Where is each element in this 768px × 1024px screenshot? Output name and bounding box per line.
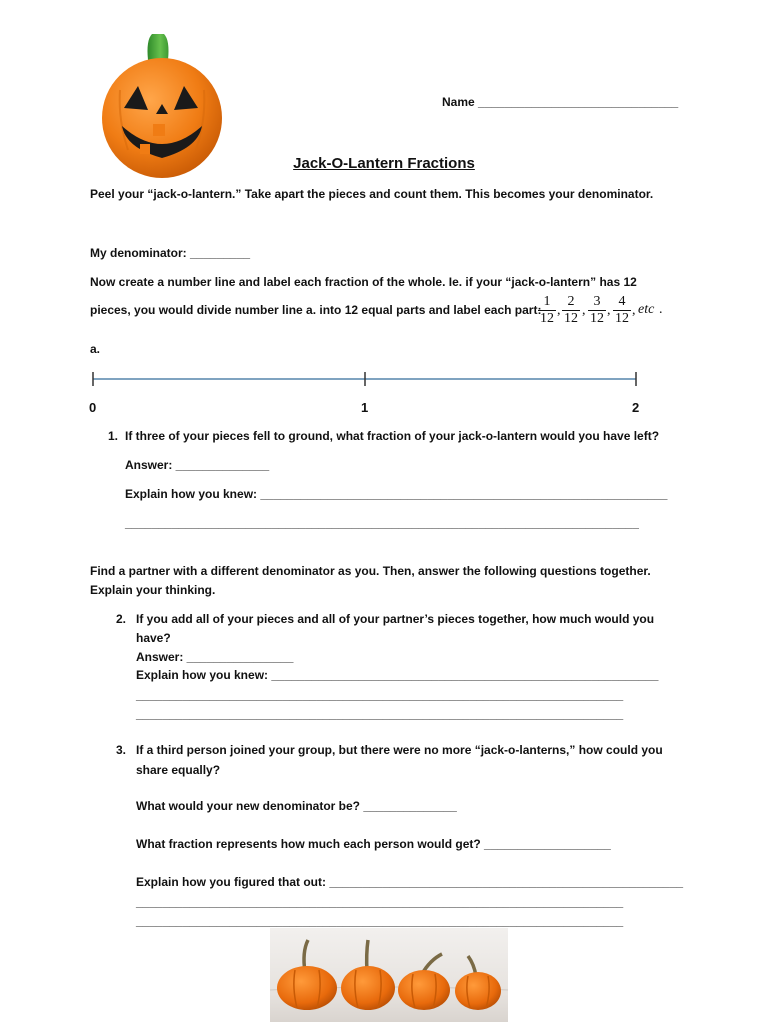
number-line-label: a. — [90, 342, 101, 356]
question-1-text: If three of your pieces fell to ground, what fraction of your jack-o-lantern would you have left? — [125, 429, 660, 443]
fraction-numerator: 4 — [613, 294, 631, 311]
question-3-text-line1: If a third person joined your group, but there were no more “jack-o-lanterns,” how could you — [136, 743, 663, 757]
fraction-example — [613, 294, 631, 327]
question-2-explain-blank[interactable]: _________________________________________________________________________ — [136, 707, 624, 721]
fraction-denominator: 12 — [564, 311, 578, 326]
fraction-example — [562, 294, 580, 327]
number-line-label-2: 2 — [632, 400, 640, 415]
question-1-explain-field[interactable]: Explain how you knew: _____________________________________________________________ — [125, 487, 668, 501]
question-2-explain-field[interactable]: Explain how you knew: __________________________________________________________ — [136, 668, 659, 682]
fraction-denominator: 12 — [540, 311, 554, 326]
fraction-numerator: 2 — [562, 294, 580, 311]
denominator-field[interactable]: My denominator: _________ — [90, 246, 251, 260]
fraction-denominator: 12 — [615, 311, 629, 326]
period: . — [659, 302, 663, 317]
pumpkins-image — [270, 928, 508, 1022]
fraction-example — [588, 294, 606, 327]
fraction-separator: , — [582, 303, 586, 318]
question-1-number: 1. — [108, 429, 119, 443]
question-2-explain-blank[interactable]: _________________________________________________________________________ — [136, 688, 624, 702]
fraction-separator: , — [557, 303, 561, 318]
etc-text: etc — [638, 302, 655, 317]
question-3-denominator-field[interactable]: What would your new denominator be? ______________ — [136, 799, 457, 813]
number-line-label-1: 1 — [361, 400, 369, 415]
question-3-explain-blank[interactable]: _________________________________________________________________________ — [136, 895, 624, 909]
number-line-instructions-line2: pieces, you would divide number line a. into 12 equal parts and label each part: — [90, 303, 542, 317]
fraction-separator: , — [607, 303, 611, 318]
question-2-answer-field[interactable]: Answer: ________________ — [136, 650, 294, 664]
partner-instructions-line2: Explain your thinking. — [90, 583, 216, 597]
fraction-numerator: 3 — [588, 294, 606, 311]
intro-text: Peel your “jack-o-lantern.” Take apart the pieces and count them. This becomes your denominator. — [90, 187, 654, 201]
number-line-instructions-line1: Now create a number line and label each fraction of the whole. Ie. if your “jack-o-lantern” has 12 — [90, 275, 637, 289]
question-3-fraction-field[interactable]: What fraction represents how much each person would get? ___________________ — [136, 837, 611, 851]
partner-instructions-line1: Find a partner with a different denominator as you. Then, answer the following questions together. — [90, 564, 651, 578]
worksheet-title: Jack-O-Lantern Fractions — [293, 155, 475, 172]
question-3-number: 3. — [116, 743, 127, 757]
fraction-separator: , — [632, 303, 636, 318]
question-3-explain-blank[interactable]: _________________________________________________________________________ — [136, 914, 624, 928]
question-3-explain-field[interactable]: Explain how you figured that out: _____________________________________________________ — [136, 875, 684, 889]
number-line — [88, 368, 642, 390]
question-3-text-line2: share equally? — [136, 763, 221, 777]
question-2-number: 2. — [116, 612, 127, 626]
question-1-explain-blank[interactable]: _____________________________________________________________________________ — [125, 516, 639, 530]
fraction-example — [538, 294, 556, 327]
question-2-text-line1: If you add all of your pieces and all of your partner’s pieces together, how much would you — [136, 612, 655, 626]
question-2-text-line2: have? — [136, 631, 171, 645]
name-field[interactable]: Name ______________________________ — [442, 95, 679, 109]
fraction-denominator: 12 — [590, 311, 604, 326]
number-line-label-0: 0 — [89, 400, 97, 415]
question-1-answer-field[interactable]: Answer: ______________ — [125, 458, 270, 472]
fraction-numerator: 1 — [538, 294, 556, 311]
